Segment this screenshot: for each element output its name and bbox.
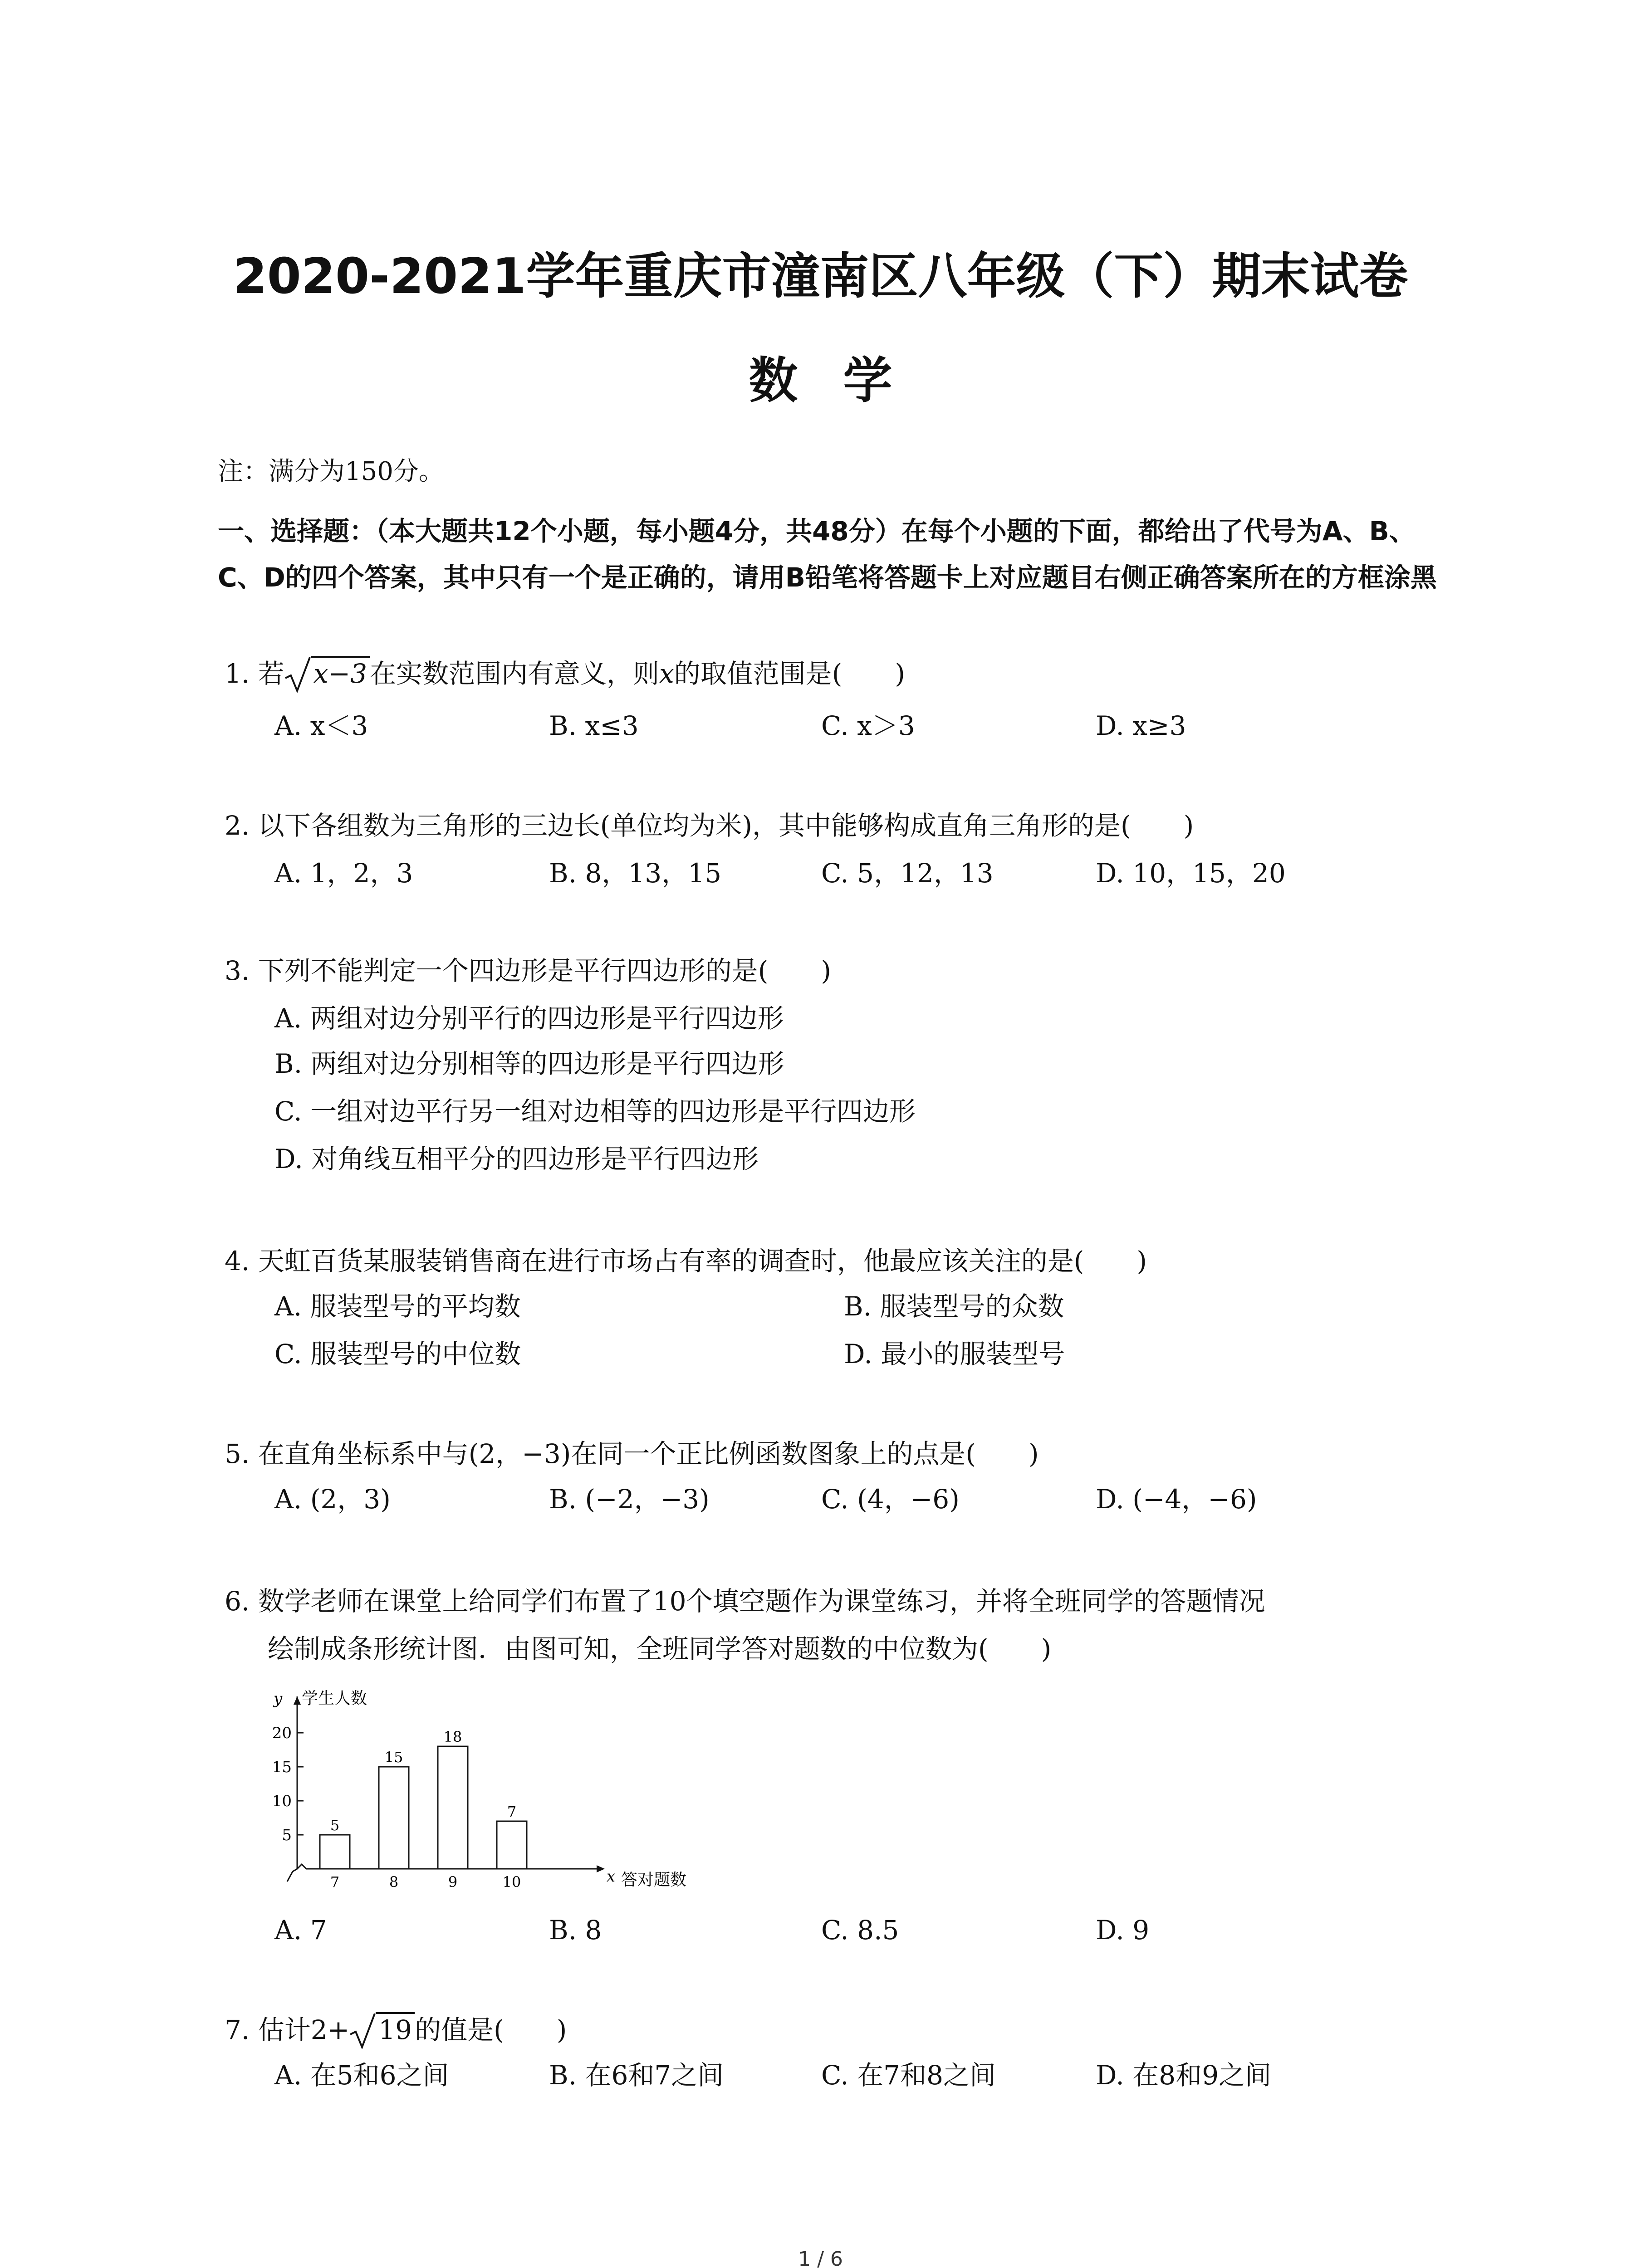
- y-axis-symbol: y: [274, 1690, 283, 1708]
- option-b: B. 服装型号的众数: [844, 1291, 1064, 1322]
- question-6-line-1: 6. 数学老师在课堂上给同学们布置了10个填空题作为课堂练习，并将全班同学的答题情况: [225, 1586, 1265, 1617]
- option-c: C. x＞3: [821, 710, 915, 741]
- bar: [320, 1835, 350, 1869]
- option-a: A. 服装型号的平均数: [274, 1291, 521, 1322]
- question-2: 2. 以下各组数为三角形的三边长(单位均为米)，其中能够构成直角三角形的是( ): [225, 810, 1194, 841]
- x-tick-label: 7: [330, 1873, 340, 1891]
- section-heading: 一、选择题：（本大题共12个小题，每小题4分，共48分）在每个小题的下面，都给出了代号为A、B、C、D的四个答案，其中只有一个是正确的，请用B铅笔将答题卡上对应题目右侧正确答案所在的方框涂黑: [218, 516, 1437, 593]
- subject-title: 数学: [749, 352, 938, 409]
- option-b: B. 8: [549, 1915, 602, 1945]
- y-tick-label: 10: [272, 1792, 292, 1810]
- option-c: C. 5，12，13: [821, 858, 994, 889]
- option-a: A. (2，3): [274, 1484, 391, 1515]
- option-b: B. 在6和7之间: [549, 2060, 724, 2091]
- y-tick-label: 15: [272, 1758, 292, 1776]
- question-6-line-2: 绘制成条形统计图．由图可知，全班同学答对题数的中位数为( ): [268, 1633, 1052, 1664]
- question-text-post2: 的取值范围是( ): [674, 658, 906, 689]
- x-tick-label: 8: [389, 1873, 399, 1891]
- question-number: 1.: [225, 658, 250, 689]
- question-text-pre: 若: [258, 658, 284, 689]
- question-4: 4. 天虹百货某服装销售商在进行市场占有率的调查时，他最应该关注的是( ): [225, 1246, 1147, 1276]
- option-d: D. (−4，−6): [1096, 1484, 1257, 1515]
- question-3: 3. 下列不能判定一个四边形是平行四边形的是( ): [225, 955, 832, 986]
- option-b: B. 8，13，15: [549, 858, 722, 889]
- bar-chart: [252, 1669, 705, 1905]
- y-tick-label: 20: [272, 1724, 292, 1742]
- question-number: 7.: [225, 2014, 250, 2045]
- sqrt-expression: [349, 2012, 415, 2048]
- x-tick-label: 9: [448, 1873, 458, 1891]
- bar-value-label: 5: [330, 1817, 340, 1834]
- x-axis-label: 答对题数: [621, 1871, 687, 1889]
- variable: x: [659, 658, 674, 689]
- option-a: A. x＜3: [274, 710, 368, 741]
- question-1: [225, 655, 905, 692]
- y-tick-label: 5: [282, 1826, 292, 1844]
- bar-value-label: 15: [384, 1749, 403, 1766]
- option-d: D. 在8和9之间: [1096, 2060, 1272, 2091]
- bar: [438, 1746, 468, 1869]
- option-d: D. 对角线互相平分的四边形是平行四边形: [274, 1144, 759, 1174]
- option-c: C. 在7和8之间: [821, 2060, 996, 2091]
- option-d: D. 最小的服装型号: [844, 1339, 1065, 1369]
- x-tick-label: 10: [502, 1873, 521, 1891]
- option-a: A. 在5和6之间: [274, 2060, 449, 2091]
- bar: [497, 1821, 527, 1869]
- page-title: 2020-2021学年重庆市潼南区八年级（下）期末试卷: [233, 248, 1408, 305]
- bar-value-label: 7: [507, 1803, 517, 1820]
- sqrt-expression: [284, 655, 370, 692]
- score-note: 注：满分为150分。: [218, 457, 444, 486]
- radicand: 19: [376, 2012, 415, 2046]
- question-text-post: 的值是( ): [415, 2014, 567, 2045]
- option-a: A. 两组对边分别平行的四边形是平行四边形: [274, 1003, 784, 1034]
- question-text-post: 在实数范围内有意义，则: [370, 658, 660, 689]
- option-c: C. 服装型号的中位数: [274, 1339, 521, 1369]
- question-text-pre: 估计2+: [258, 2014, 350, 2045]
- page-number: 1 / 6: [798, 2248, 843, 2268]
- bar: [379, 1767, 409, 1869]
- option-a: A. 1，2，3: [274, 858, 413, 889]
- option-d: D. x≥3: [1096, 710, 1186, 741]
- option-b: B. 两组对边分别相等的四边形是平行四边形: [274, 1048, 784, 1079]
- option-d: D. 9: [1096, 1915, 1150, 1945]
- option-c: C. 一组对边平行另一组对边相等的四边形是平行四边形: [274, 1096, 916, 1127]
- option-a: A. 7: [274, 1915, 327, 1945]
- question-5: 5. 在直角坐标系中与(2，−3)在同一个正比例函数图象上的点是( ): [225, 1438, 1039, 1469]
- option-c: C. (4，−6): [821, 1484, 960, 1515]
- question-7: [225, 2012, 567, 2048]
- option-b: B. (−2，−3): [549, 1484, 710, 1515]
- x-axis-symbol: x: [607, 1867, 616, 1886]
- bar-value-label: 18: [443, 1728, 462, 1745]
- x-axis-arrow: [597, 1865, 605, 1872]
- y-axis-arrow: [294, 1696, 301, 1705]
- y-axis-label: 学生人数: [302, 1689, 367, 1708]
- option-b: B. x≤3: [549, 710, 639, 741]
- radicand: x−3: [311, 656, 370, 689]
- option-d: D. 10，15，20: [1096, 858, 1286, 889]
- option-c: C. 8.5: [821, 1915, 899, 1945]
